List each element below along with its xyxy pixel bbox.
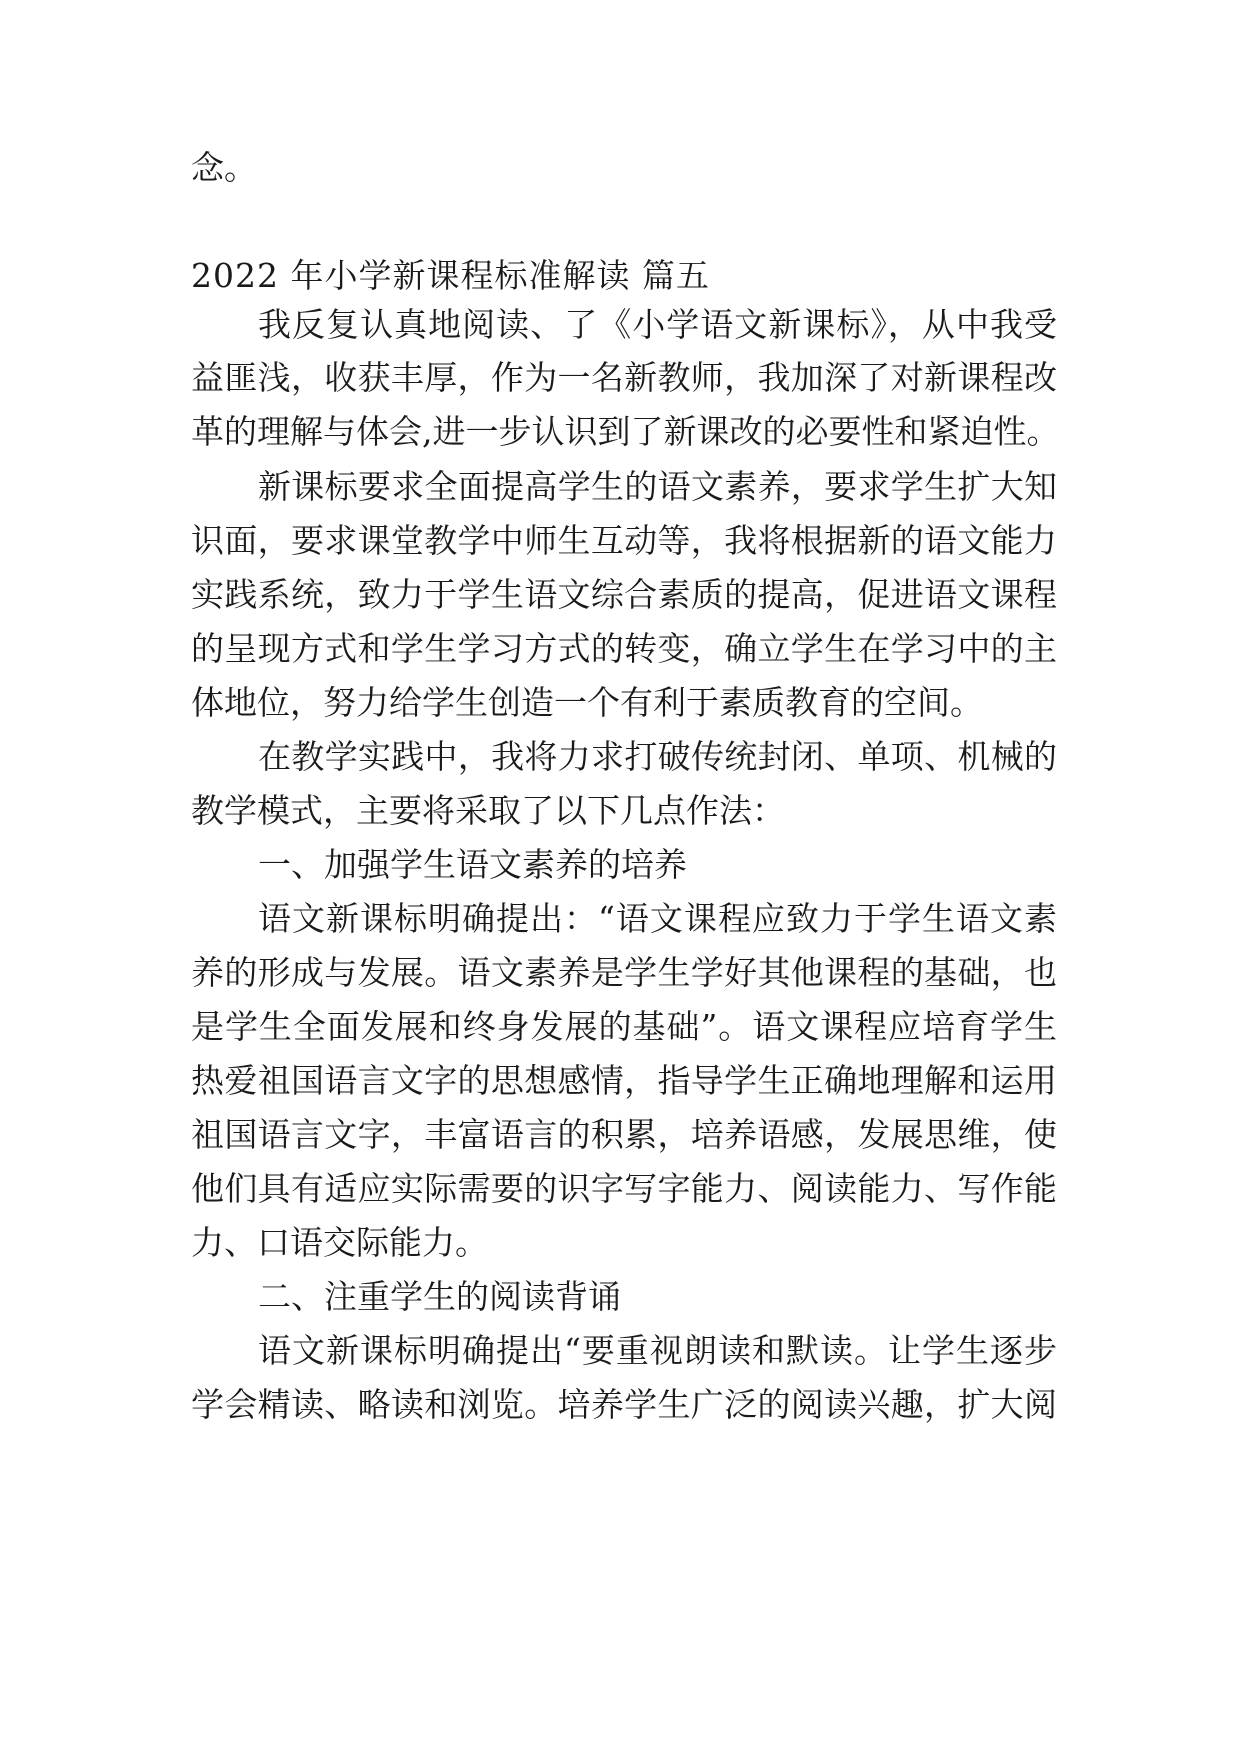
paragraph-line: 革的理解与体会,进一步认识到了新课改的必要性和紧迫性。	[191, 412, 1060, 451]
paragraph-line: 益匪浅，收获丰厚，作为一名新教师，我加深了对新课程改	[191, 358, 1057, 397]
paragraph-line: 识面，要求课堂教学中师生互动等，我将根据新的语文能力	[191, 521, 1057, 560]
subheading-one: 一、加强学生语文素养的培养	[258, 845, 687, 884]
paragraph-line: 体地位，努力给学生创造一个有利于素质教育的空间。	[191, 683, 983, 722]
paragraph-line: 新课标要求全面提高学生的语文素养，要求学生扩大知	[258, 467, 1057, 506]
paragraph-line: 他们具有适应实际需要的识字写字能力、阅读能力、写作能	[191, 1169, 1057, 1208]
paragraph-line: 语文新课标明确提出：“语文课程应致力于学生语文素	[258, 899, 1057, 938]
paragraph-line: 我反复认真地阅读、了《小学语文新课标》，从中我受	[258, 305, 1057, 344]
paragraph-line: 养的形成与发展。语文素养是学生学好其他课程的基础，也	[191, 953, 1057, 992]
paragraph-line: 学会精读、略读和浏览。培养学生广泛的阅读兴趣，扩大阅	[191, 1385, 1057, 1424]
paragraph-line: 实践系统，致力于学生语文综合素质的提高，促进语文课程	[191, 575, 1057, 614]
paragraph-line: 力、口语交际能力。	[191, 1223, 488, 1262]
paragraph-line: 教学模式，主要将采取了以下几点作法：	[191, 791, 785, 830]
paragraph-line: 语文新课标明确提出“要重视朗读和默读。让学生逐步	[258, 1331, 1057, 1370]
paragraph-line: 热爱祖国语言文字的思想感情，指导学生正确地理解和运用	[191, 1061, 1057, 1100]
paragraph-line: 是学生全面发展和终身发展的基础”。语文课程应培育学生	[191, 1007, 1057, 1046]
paragraph-line: 祖国语言文字，丰富语言的积累，培养语感，发展思维，使	[191, 1115, 1057, 1154]
section-title: 2022 年小学新课程标准解读 篇五	[191, 256, 710, 295]
paragraph-line: 的呈现方式和学生学习方式的转变，确立学生在学习中的主	[191, 629, 1057, 668]
paragraph-line: 在教学实践中，我将力求打破传统封闭、单项、机械的	[258, 737, 1057, 776]
carry-over-text: 念。	[191, 148, 257, 187]
subheading-two: 二、注重学生的阅读背诵	[258, 1277, 621, 1316]
